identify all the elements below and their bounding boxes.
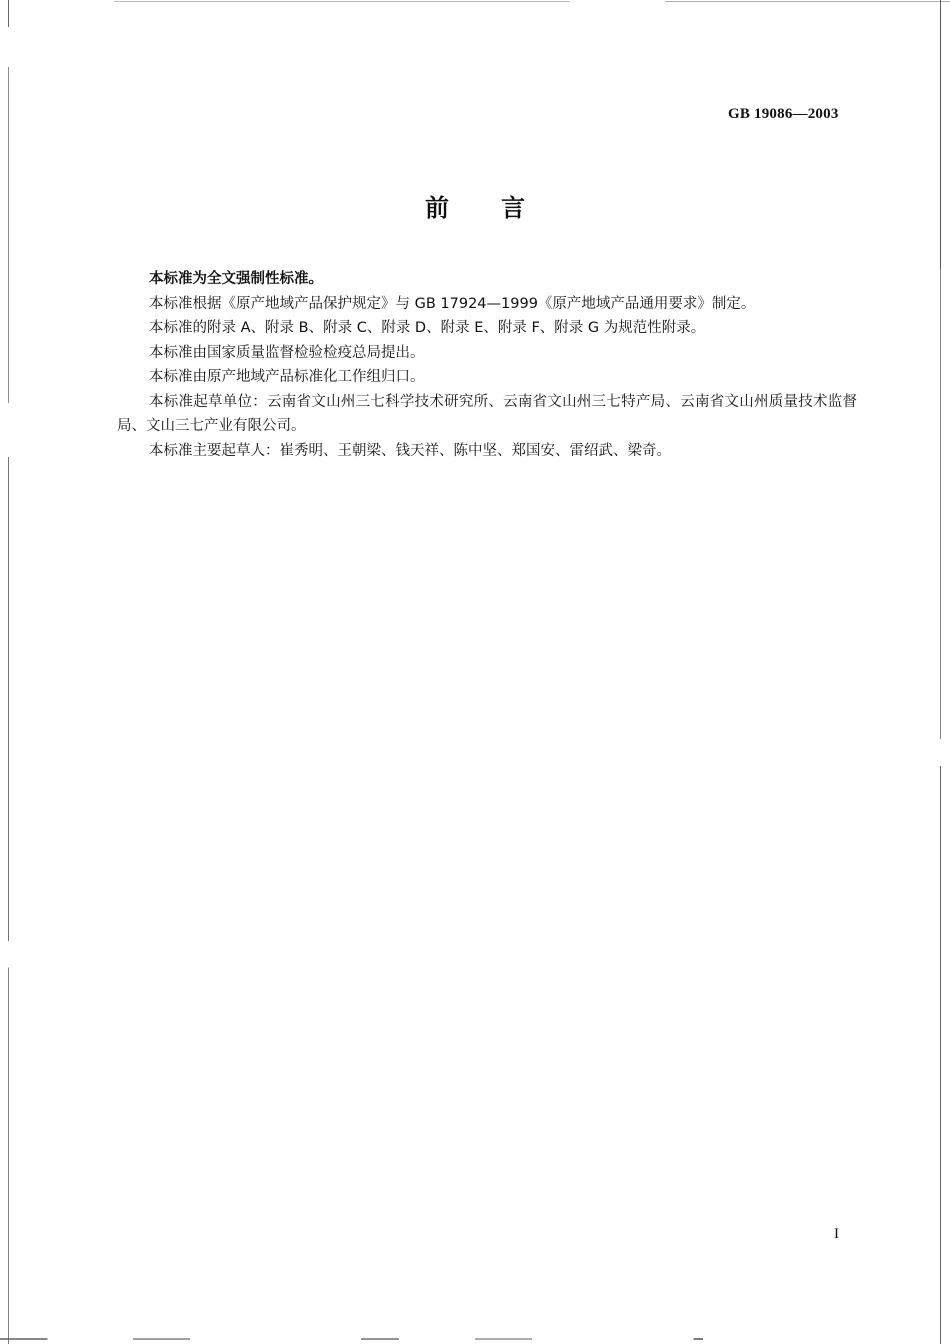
page-title [0,188,950,223]
paragraph-annexes: 本标准的附录 A、附录 B、附录 C、附录 D、附录 E、附录 F、附录 G 为规范性附录。 [149,320,706,336]
title-char-1: 前 [425,194,449,222]
foreword-body [117,267,857,463]
paragraph-drafting-units: 本标准起草单位：云南省文山州三七科学技术研究所、云南省文山州三七特产局、云南省文山州质量技术监督局、文山三七产业有限公司。 [117,393,857,434]
scan-edge-top [0,1,950,2]
paragraph-basis: 本标准根据《原产地域产品保护规定》与 GB 17924—1999《原产地域产品通用要求》制定。 [149,295,756,312]
standard-code: GB 19086—2003 [728,106,839,122]
scan-edge-bottom [0,1338,950,1340]
page-number: I [834,1226,839,1242]
title-char-2: 言 [501,194,525,222]
paragraph-proposer: 本标准由国家质量监督检验检疫总局提出。 [149,344,425,361]
paragraph-drafters: 本标准主要起草人：崔秀明、王朝梁、钱天祥、陈中坚、郑国安、雷绍武、梁奇。 [149,442,671,459]
paragraph-mandatory: 本标准为全文强制性标准。 [149,271,323,287]
paragraph-centralized: 本标准由原产地域产品标准化工作组归口。 [149,369,425,385]
